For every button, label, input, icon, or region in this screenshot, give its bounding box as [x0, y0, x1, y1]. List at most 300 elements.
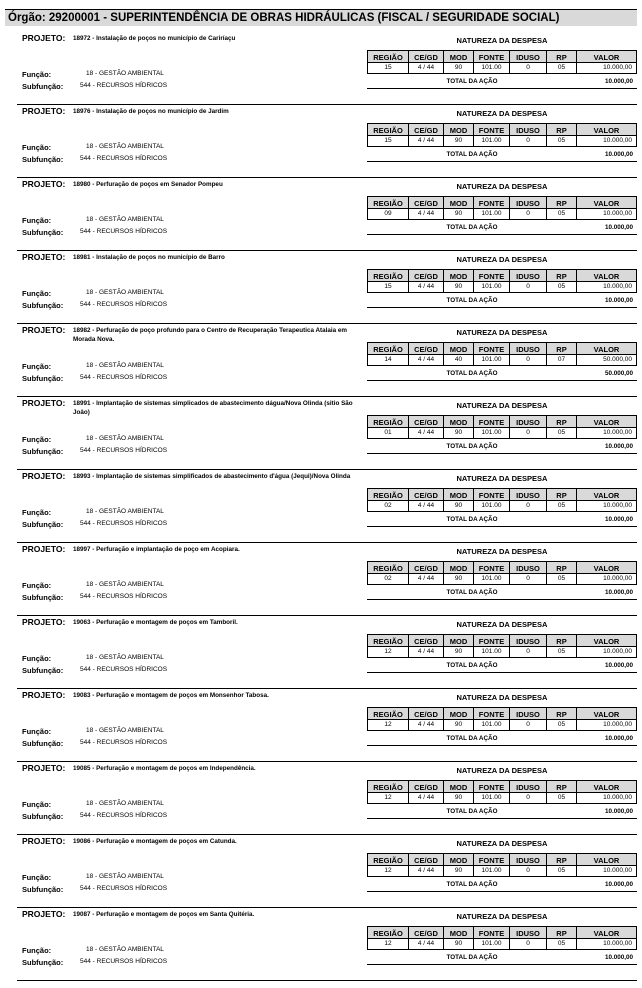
header-ce-gd: CE/GD	[409, 415, 444, 428]
block-divider	[17, 615, 637, 616]
cell-rp: 05	[547, 63, 577, 74]
header-mod: MOD	[444, 269, 474, 282]
header-regiao: REGIÃO	[367, 415, 409, 428]
header-fonte: FONTE	[474, 196, 510, 209]
cell-iduso: 0	[510, 282, 547, 293]
header-regiao: REGIÃO	[367, 707, 409, 720]
projeto-label: PROJETO:	[22, 836, 66, 846]
cell-iduso: 0	[510, 866, 547, 877]
project-description	[73, 107, 363, 116]
total-divider	[367, 818, 637, 819]
project-block	[0, 398, 642, 471]
project-block	[0, 33, 642, 106]
header-iduso: IDUSO	[510, 561, 547, 574]
subfuncao-value: 544 - RECURSOS HÍDRICOS	[80, 593, 168, 600]
subfuncao-value: 544 - RECURSOS HÍDRICOS	[80, 155, 168, 162]
header-ce-gd: CE/GD	[409, 634, 444, 647]
cell-iduso: 0	[510, 939, 547, 950]
cell-regiao: 15	[367, 282, 409, 293]
header-iduso: IDUSO	[510, 123, 547, 136]
natureza-title: NATUREZA DA DESPESA	[456, 255, 548, 264]
total-value: 10.000,00	[604, 954, 633, 961]
header-mod: MOD	[444, 853, 474, 866]
cell-rp: 05	[547, 282, 577, 293]
cell-regiao: 12	[367, 720, 409, 731]
cell-ce-gd: 4 / 44	[409, 282, 444, 293]
header-valor: VALOR	[577, 342, 637, 355]
project-description	[73, 618, 363, 627]
header-ce-gd: CE/GD	[409, 707, 444, 720]
project-text: - Perfuração e montagem de poços em Catunda.	[92, 838, 237, 845]
cell-mod: 90	[444, 720, 474, 731]
header-fonte: FONTE	[474, 634, 510, 647]
cell-valor: 10.000,00	[577, 136, 637, 147]
header-mod: MOD	[444, 780, 474, 793]
total-value: 10.000,00	[604, 662, 633, 669]
natureza-title: NATUREZA DA DESPESA	[456, 401, 548, 410]
natureza-title: NATUREZA DA DESPESA	[456, 547, 548, 556]
cell-regiao: 02	[367, 574, 409, 585]
cell-valor: 10.000,00	[577, 647, 637, 658]
header-mod: MOD	[444, 123, 474, 136]
header-rp: RP	[547, 50, 577, 63]
cell-iduso: 0	[510, 428, 547, 439]
funcao-value: 18 - GESTÃO AMBIENTAL	[86, 216, 164, 223]
cell-ce-gd: 4 / 44	[409, 574, 444, 585]
cell-mod: 90	[444, 647, 474, 658]
header-valor: VALOR	[577, 123, 637, 136]
header-fonte: FONTE	[474, 853, 510, 866]
project-number: 19083	[73, 692, 91, 699]
header-iduso: IDUSO	[510, 634, 547, 647]
header-iduso: IDUSO	[510, 853, 547, 866]
cell-rp: 07	[547, 355, 577, 366]
header-iduso: IDUSO	[510, 342, 547, 355]
total-label: TOTAL DA AÇÃO	[446, 370, 498, 377]
cell-fonte: 101.00	[474, 209, 510, 220]
header-iduso: IDUSO	[510, 707, 547, 720]
project-block	[0, 690, 642, 763]
project-description	[73, 472, 363, 481]
funcao-label: Função:	[22, 654, 52, 663]
subfuncao-label: Subfunção:	[22, 82, 64, 91]
project-number: 19063	[73, 619, 91, 626]
cell-regiao: 12	[367, 939, 409, 950]
cell-rp: 05	[547, 574, 577, 585]
project-number: 18993	[73, 473, 91, 480]
total-label: TOTAL DA AÇÃO	[446, 735, 498, 742]
projeto-label: PROJETO:	[22, 179, 66, 189]
cell-valor: 10.000,00	[577, 282, 637, 293]
header-valor: VALOR	[577, 561, 637, 574]
header-iduso: IDUSO	[510, 269, 547, 282]
block-divider	[17, 177, 637, 178]
project-description	[73, 764, 363, 773]
total-label: TOTAL DA AÇÃO	[446, 516, 498, 523]
subfuncao-value: 544 - RECURSOS HÍDRICOS	[80, 374, 168, 381]
header-regiao: REGIÃO	[367, 50, 409, 63]
cell-valor: 10.000,00	[577, 209, 637, 220]
cell-mod: 90	[444, 866, 474, 877]
block-divider	[17, 761, 637, 762]
funcao-value: 18 - GESTÃO AMBIENTAL	[86, 800, 164, 807]
header-ce-gd: CE/GD	[409, 780, 444, 793]
cell-rp: 05	[547, 939, 577, 950]
funcao-value: 18 - GESTÃO AMBIENTAL	[86, 143, 164, 150]
block-divider	[17, 104, 637, 105]
project-text: - Perfuração de poços em Senador Pompeu	[92, 181, 223, 188]
cell-ce-gd: 4 / 44	[409, 866, 444, 877]
header-ce-gd: CE/GD	[409, 196, 444, 209]
header-iduso: IDUSO	[510, 415, 547, 428]
cell-regiao: 01	[367, 428, 409, 439]
project-block	[0, 836, 642, 909]
projeto-label: PROJETO:	[22, 325, 66, 335]
header-fonte: FONTE	[474, 780, 510, 793]
subfuncao-value: 544 - RECURSOS HÍDRICOS	[80, 520, 168, 527]
total-value: 10.000,00	[604, 808, 633, 815]
header-ce-gd: CE/GD	[409, 269, 444, 282]
cell-fonte: 101.00	[474, 720, 510, 731]
header-iduso: IDUSO	[510, 50, 547, 63]
subfuncao-label: Subfunção:	[22, 666, 64, 675]
project-number: 19085	[73, 765, 91, 772]
project-description	[73, 253, 363, 262]
project-text: - Perfuração e montagem de poços em Tamboril.	[92, 619, 238, 626]
header-iduso: IDUSO	[510, 780, 547, 793]
header-rp: RP	[547, 269, 577, 282]
total-value: 50.000,00	[604, 370, 633, 377]
funcao-label: Função:	[22, 362, 52, 371]
cell-regiao: 02	[367, 501, 409, 512]
total-divider	[367, 891, 637, 892]
subfuncao-label: Subfunção:	[22, 155, 64, 164]
funcao-value: 18 - GESTÃO AMBIENTAL	[86, 873, 164, 880]
cell-regiao: 14	[367, 355, 409, 366]
funcao-label: Função:	[22, 216, 52, 225]
header-valor: VALOR	[577, 269, 637, 282]
subfuncao-label: Subfunção:	[22, 812, 64, 821]
total-label: TOTAL DA AÇÃO	[446, 78, 498, 85]
subfuncao-value: 544 - RECURSOS HÍDRICOS	[80, 739, 168, 746]
project-block	[0, 909, 642, 982]
funcao-label: Função:	[22, 873, 52, 882]
project-description	[73, 910, 363, 919]
cell-iduso: 0	[510, 647, 547, 658]
total-label: TOTAL DA AÇÃO	[446, 589, 498, 596]
total-divider	[367, 526, 637, 527]
header-valor: VALOR	[577, 415, 637, 428]
projeto-label: PROJETO:	[22, 33, 66, 43]
header-iduso: IDUSO	[510, 196, 547, 209]
block-divider	[17, 542, 637, 543]
cell-fonte: 101.00	[474, 282, 510, 293]
project-description	[73, 326, 363, 344]
subfuncao-label: Subfunção:	[22, 301, 64, 310]
header-valor: VALOR	[577, 634, 637, 647]
header-ce-gd: CE/GD	[409, 926, 444, 939]
funcao-value: 18 - GESTÃO AMBIENTAL	[86, 362, 164, 369]
header-mod: MOD	[444, 196, 474, 209]
total-divider	[367, 453, 637, 454]
funcao-label: Função:	[22, 800, 52, 809]
header-fonte: FONTE	[474, 926, 510, 939]
header-mod: MOD	[444, 50, 474, 63]
project-text: - Perfuração e montagem de poços em Santa Quitéria.	[92, 911, 255, 918]
cell-iduso: 0	[510, 209, 547, 220]
cell-ce-gd: 4 / 44	[409, 355, 444, 366]
total-value: 10.000,00	[604, 224, 633, 231]
projeto-label: PROJETO:	[22, 252, 66, 262]
subfuncao-label: Subfunção:	[22, 228, 64, 237]
block-divider	[17, 469, 637, 470]
orgao-header: Órgão: 29200001 - SUPERINTENDÊNCIA DE OBRAS HIDRÁULICAS (FISCAL / SEGURIDADE SOCIAL)	[5, 9, 637, 26]
cell-rp: 05	[547, 793, 577, 804]
cell-rp: 05	[547, 428, 577, 439]
total-value: 10.000,00	[604, 881, 633, 888]
projeto-label: PROJETO:	[22, 763, 66, 773]
subfuncao-label: Subfunção:	[22, 958, 64, 967]
cell-iduso: 0	[510, 63, 547, 74]
projeto-label: PROJETO:	[22, 471, 66, 481]
header-fonte: FONTE	[474, 342, 510, 355]
header-rp: RP	[547, 853, 577, 866]
total-label: TOTAL DA AÇÃO	[446, 151, 498, 158]
cell-mod: 90	[444, 574, 474, 585]
subfuncao-value: 544 - RECURSOS HÍDRICOS	[80, 82, 168, 89]
header-regiao: REGIÃO	[367, 780, 409, 793]
project-text: - Perfuração de poço profundo para o Centro de Recuperação Terapeutica Atalaia em Morada Nova.	[73, 327, 348, 343]
header-rp: RP	[547, 196, 577, 209]
total-divider	[367, 161, 637, 162]
natureza-title: NATUREZA DA DESPESA	[456, 912, 548, 921]
total-value: 10.000,00	[604, 297, 633, 304]
project-number: 19086	[73, 838, 91, 845]
total-value: 10.000,00	[604, 516, 633, 523]
block-divider	[17, 323, 637, 324]
funcao-label: Função:	[22, 508, 52, 517]
project-block	[0, 544, 642, 617]
project-text: - Instalação de poços no município de Jardim	[92, 108, 229, 115]
header-fonte: FONTE	[474, 415, 510, 428]
header-valor: VALOR	[577, 780, 637, 793]
total-divider	[367, 380, 637, 381]
total-label: TOTAL DA AÇÃO	[446, 443, 498, 450]
total-divider	[367, 88, 637, 89]
total-value: 10.000,00	[604, 443, 633, 450]
project-block	[0, 252, 642, 325]
block-divider	[17, 396, 637, 397]
project-text: - Perfuração e montagem de poços em Independência.	[92, 765, 256, 772]
project-text: - Perfuração e montagem de poços em Monsenhor Tabosa.	[92, 692, 269, 699]
cell-rp: 05	[547, 136, 577, 147]
funcao-label: Função:	[22, 143, 52, 152]
subfuncao-value: 544 - RECURSOS HÍDRICOS	[80, 228, 168, 235]
header-valor: VALOR	[577, 853, 637, 866]
header-mod: MOD	[444, 926, 474, 939]
projeto-label: PROJETO:	[22, 398, 66, 408]
total-value: 10.000,00	[604, 589, 633, 596]
cell-fonte: 101.00	[474, 428, 510, 439]
block-divider	[17, 907, 637, 908]
subfuncao-value: 544 - RECURSOS HÍDRICOS	[80, 666, 168, 673]
project-description	[73, 399, 363, 417]
header-regiao: REGIÃO	[367, 926, 409, 939]
cell-rp: 05	[547, 647, 577, 658]
subfuncao-label: Subfunção:	[22, 374, 64, 383]
funcao-label: Função:	[22, 70, 52, 79]
projeto-label: PROJETO:	[22, 690, 66, 700]
cell-valor: 50.000,00	[577, 355, 637, 366]
block-divider	[17, 250, 637, 251]
natureza-title: NATUREZA DA DESPESA	[456, 474, 548, 483]
header-valor: VALOR	[577, 488, 637, 501]
natureza-title: NATUREZA DA DESPESA	[456, 328, 548, 337]
header-ce-gd: CE/GD	[409, 853, 444, 866]
subfuncao-label: Subfunção:	[22, 593, 64, 602]
cell-mod: 40	[444, 355, 474, 366]
cell-valor: 10.000,00	[577, 720, 637, 731]
project-description	[73, 34, 363, 43]
cell-mod: 90	[444, 63, 474, 74]
projeto-label: PROJETO:	[22, 617, 66, 627]
total-label: TOTAL DA AÇÃO	[446, 662, 498, 669]
project-text: - Implantação de sistemas simplificados de abastecimento d'água (Jequi)/Nova Olinda	[92, 473, 351, 480]
funcao-label: Função:	[22, 581, 52, 590]
cell-mod: 90	[444, 428, 474, 439]
funcao-label: Função:	[22, 727, 52, 736]
header-fonte: FONTE	[474, 50, 510, 63]
subfuncao-value: 544 - RECURSOS HÍDRICOS	[80, 812, 168, 819]
header-ce-gd: CE/GD	[409, 50, 444, 63]
cell-ce-gd: 4 / 44	[409, 647, 444, 658]
subfuncao-label: Subfunção:	[22, 739, 64, 748]
project-number: 18980	[73, 181, 91, 188]
cell-regiao: 12	[367, 866, 409, 877]
header-rp: RP	[547, 561, 577, 574]
natureza-title: NATUREZA DA DESPESA	[456, 693, 548, 702]
block-divider	[17, 980, 637, 981]
project-number: 18997	[73, 546, 91, 553]
header-rp: RP	[547, 707, 577, 720]
header-valor: VALOR	[577, 196, 637, 209]
funcao-value: 18 - GESTÃO AMBIENTAL	[86, 654, 164, 661]
projeto-label: PROJETO:	[22, 909, 66, 919]
project-number: 18982	[73, 327, 91, 334]
funcao-value: 18 - GESTÃO AMBIENTAL	[86, 727, 164, 734]
total-label: TOTAL DA AÇÃO	[446, 954, 498, 961]
cell-rp: 05	[547, 501, 577, 512]
header-mod: MOD	[444, 561, 474, 574]
cell-iduso: 0	[510, 574, 547, 585]
header-rp: RP	[547, 123, 577, 136]
header-mod: MOD	[444, 634, 474, 647]
header-iduso: IDUSO	[510, 488, 547, 501]
cell-valor: 10.000,00	[577, 866, 637, 877]
header-regiao: REGIÃO	[367, 634, 409, 647]
subfuncao-label: Subfunção:	[22, 520, 64, 529]
header-mod: MOD	[444, 342, 474, 355]
subfuncao-label: Subfunção:	[22, 447, 64, 456]
cell-rp: 05	[547, 209, 577, 220]
cell-fonte: 101.00	[474, 355, 510, 366]
cell-fonte: 101.00	[474, 793, 510, 804]
funcao-label: Função:	[22, 289, 52, 298]
cell-ce-gd: 4 / 44	[409, 428, 444, 439]
natureza-title: NATUREZA DA DESPESA	[456, 766, 548, 775]
header-rp: RP	[547, 488, 577, 501]
header-regiao: REGIÃO	[367, 123, 409, 136]
header-regiao: REGIÃO	[367, 853, 409, 866]
header-ce-gd: CE/GD	[409, 123, 444, 136]
cell-fonte: 101.00	[474, 501, 510, 512]
cell-rp: 05	[547, 720, 577, 731]
cell-regiao: 09	[367, 209, 409, 220]
subfuncao-value: 544 - RECURSOS HÍDRICOS	[80, 301, 168, 308]
cell-iduso: 0	[510, 793, 547, 804]
cell-ce-gd: 4 / 44	[409, 209, 444, 220]
funcao-label: Função:	[22, 946, 52, 955]
subfuncao-value: 544 - RECURSOS HÍDRICOS	[80, 958, 168, 965]
total-divider	[367, 964, 637, 965]
cell-ce-gd: 4 / 44	[409, 720, 444, 731]
cell-ce-gd: 4 / 44	[409, 63, 444, 74]
cell-mod: 90	[444, 209, 474, 220]
project-number: 18972	[73, 35, 91, 42]
header-regiao: REGIÃO	[367, 342, 409, 355]
funcao-label: Função:	[22, 435, 52, 444]
total-divider	[367, 307, 637, 308]
cell-mod: 90	[444, 501, 474, 512]
cell-ce-gd: 4 / 44	[409, 939, 444, 950]
header-rp: RP	[547, 415, 577, 428]
header-fonte: FONTE	[474, 123, 510, 136]
project-text: - Instalação de poços no município de Barro	[92, 254, 225, 261]
funcao-value: 18 - GESTÃO AMBIENTAL	[86, 581, 164, 588]
cell-valor: 10.000,00	[577, 501, 637, 512]
project-block	[0, 471, 642, 544]
header-fonte: FONTE	[474, 561, 510, 574]
subfuncao-value: 544 - RECURSOS HÍDRICOS	[80, 885, 168, 892]
header-fonte: FONTE	[474, 488, 510, 501]
project-block	[0, 106, 642, 179]
header-rp: RP	[547, 634, 577, 647]
cell-valor: 10.000,00	[577, 793, 637, 804]
cell-ce-gd: 4 / 44	[409, 501, 444, 512]
cell-ce-gd: 4 / 44	[409, 793, 444, 804]
header-rp: RP	[547, 926, 577, 939]
subfuncao-label: Subfunção:	[22, 885, 64, 894]
header-valor: VALOR	[577, 707, 637, 720]
project-description	[73, 545, 363, 554]
project-number: 19087	[73, 911, 91, 918]
projeto-label: PROJETO:	[22, 106, 66, 116]
header-regiao: REGIÃO	[367, 269, 409, 282]
cell-rp: 05	[547, 866, 577, 877]
block-divider	[17, 688, 637, 689]
header-regiao: REGIÃO	[367, 488, 409, 501]
header-rp: RP	[547, 342, 577, 355]
funcao-value: 18 - GESTÃO AMBIENTAL	[86, 435, 164, 442]
cell-fonte: 101.00	[474, 574, 510, 585]
funcao-value: 18 - GESTÃO AMBIENTAL	[86, 508, 164, 515]
total-divider	[367, 599, 637, 600]
header-mod: MOD	[444, 707, 474, 720]
project-description	[73, 691, 363, 700]
project-text: - Instalação de poços no município de Cariríaçu	[92, 35, 236, 42]
cell-mod: 90	[444, 939, 474, 950]
cell-iduso: 0	[510, 501, 547, 512]
